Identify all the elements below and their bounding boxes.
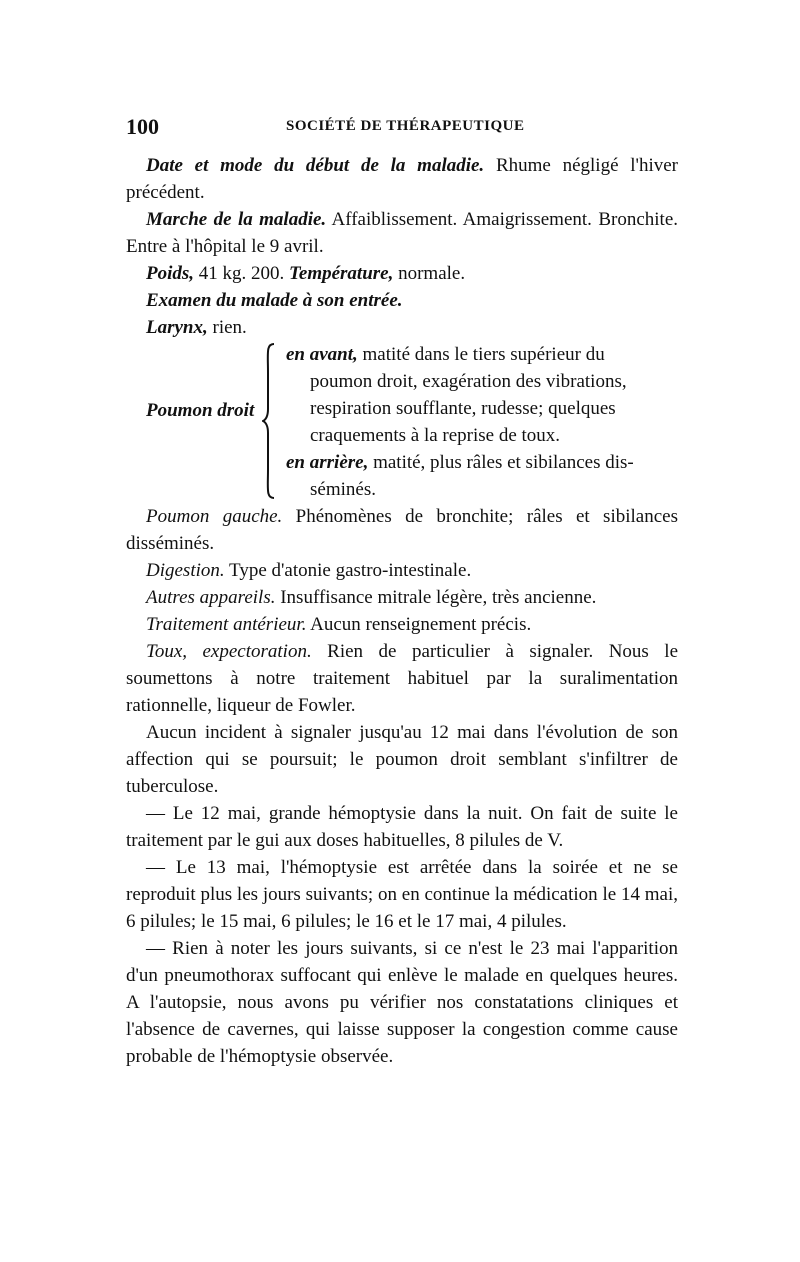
entry-date-label: Date et mode du début de la maladie. bbox=[146, 155, 485, 176]
entry-autres bbox=[126, 584, 678, 611]
entry-date-text: Rhume négligé l'hiver précédent. bbox=[126, 155, 678, 203]
page-header bbox=[126, 114, 681, 144]
curly-brace-icon bbox=[262, 343, 276, 499]
arriere-line-2: séminés. bbox=[310, 479, 376, 500]
entry-poids-label: Poids, bbox=[146, 263, 195, 284]
avant-line-2: poumon droit, exagération des vibrations, bbox=[310, 371, 627, 392]
entry-examen bbox=[126, 287, 678, 314]
page-number: 100 bbox=[126, 114, 159, 139]
entry-traitement-label: Traitement antérieur. bbox=[146, 614, 307, 635]
entry-date bbox=[126, 152, 678, 206]
avant-line-4: craquements à la reprise de toux. bbox=[310, 425, 561, 446]
avant-label: en avant, bbox=[286, 344, 358, 365]
arriere-label: en arrière, bbox=[286, 452, 369, 473]
entry-autres-text: Insuffisance mitrale légère, très ancienne. bbox=[275, 587, 597, 608]
arriere-line bbox=[286, 449, 678, 476]
poumon-droit-label: Poumon droit bbox=[146, 400, 255, 421]
entry-larynx-text: rien. bbox=[207, 317, 247, 338]
avant-text: matité dans le tiers supérieur du bbox=[357, 344, 605, 365]
paragraph-4: — Rien à noter les jours suivants, si ce n'est le 23 mai l'apparition d'un pneumothorax suffocant qui enlève le malade en quelques heures. A l'autopsie, nous avons pu vérifier nos constatations cliniques et l'absence de cavernes, qui laisse supposer la congestion comme cause probable de l'hémoptysie observée. bbox=[126, 938, 678, 1067]
entry-toux bbox=[126, 638, 678, 719]
entry-poids-text: 41 kg. 200. bbox=[194, 263, 290, 284]
entry-toux-text: Rien de particulier à signaler. Nous le soumettons à notre traitement habituel par la suralimentation rationnelle, liqueur de Fowler. bbox=[126, 641, 679, 716]
paragraph-3: — Le 13 mai, l'hémoptysie est arrêtée dans la soirée et ne se reproduit plus les jours suivants; on en continue la médication le 14 mai, 6 pilules; le 15 mai, 6 pilules; le 16 et le 17 mai, 4 pilules. bbox=[126, 857, 678, 932]
entry-marche bbox=[126, 206, 678, 260]
running-title: SOCIÉTÉ DE THÉRAPEUTIQUE bbox=[286, 118, 525, 134]
entry-toux-label: Toux, expectoration. bbox=[146, 641, 312, 662]
avant-line bbox=[286, 341, 678, 368]
poumon-droit-block bbox=[126, 341, 678, 503]
entry-poids bbox=[126, 260, 678, 287]
paragraph-2: — Le 12 mai, grande hémoptysie dans la nuit. On fait de suite le traitement par le gui aux doses habituelles, 8 pilules de V. bbox=[126, 803, 678, 851]
entry-digestion-label: Digestion. bbox=[146, 560, 225, 581]
entry-poumon-gauche bbox=[126, 503, 678, 557]
entry-digestion bbox=[126, 557, 678, 584]
entry-digestion-text: Type d'atonie gastro-intestinale. bbox=[224, 560, 472, 581]
entry-traitement-text: Aucun renseignement précis. bbox=[306, 614, 532, 635]
entry-poumon-gauche-label: Poumon gauche. bbox=[146, 506, 283, 527]
arriere-text: matité, plus râles et sibilances dis- bbox=[368, 452, 634, 473]
body-text bbox=[126, 152, 678, 1070]
entry-temperature-label: Température, bbox=[289, 263, 394, 284]
entry-marche-text: Affaiblissement. Amaigrissement. Bronchite. Entre à l'hôpital le 9 avril. bbox=[126, 209, 679, 257]
avant-line-3: respiration soufflante, rudesse; quelques bbox=[310, 398, 616, 419]
entry-poumon-gauche-text: Phénomènes de bronchite; râles et sibilances disséminés. bbox=[126, 506, 678, 554]
entry-traitement bbox=[126, 611, 678, 638]
entry-larynx-label: Larynx, bbox=[146, 317, 208, 338]
poumon-droit-details bbox=[286, 341, 678, 503]
entry-examen-label: Examen du malade à son entrée. bbox=[146, 290, 403, 311]
entry-autres-label: Autres appareils. bbox=[146, 587, 276, 608]
paragraph-1: Aucun incident à signaler jusqu'au 12 mai dans l'évolution de son affection qui se poursuit; le poumon droit semblant s'infiltrer de tuberculose. bbox=[126, 722, 678, 797]
entry-marche-label: Marche de la maladie. bbox=[146, 209, 327, 230]
entry-larynx bbox=[126, 314, 678, 341]
entry-temperature-text: normale. bbox=[393, 263, 466, 284]
